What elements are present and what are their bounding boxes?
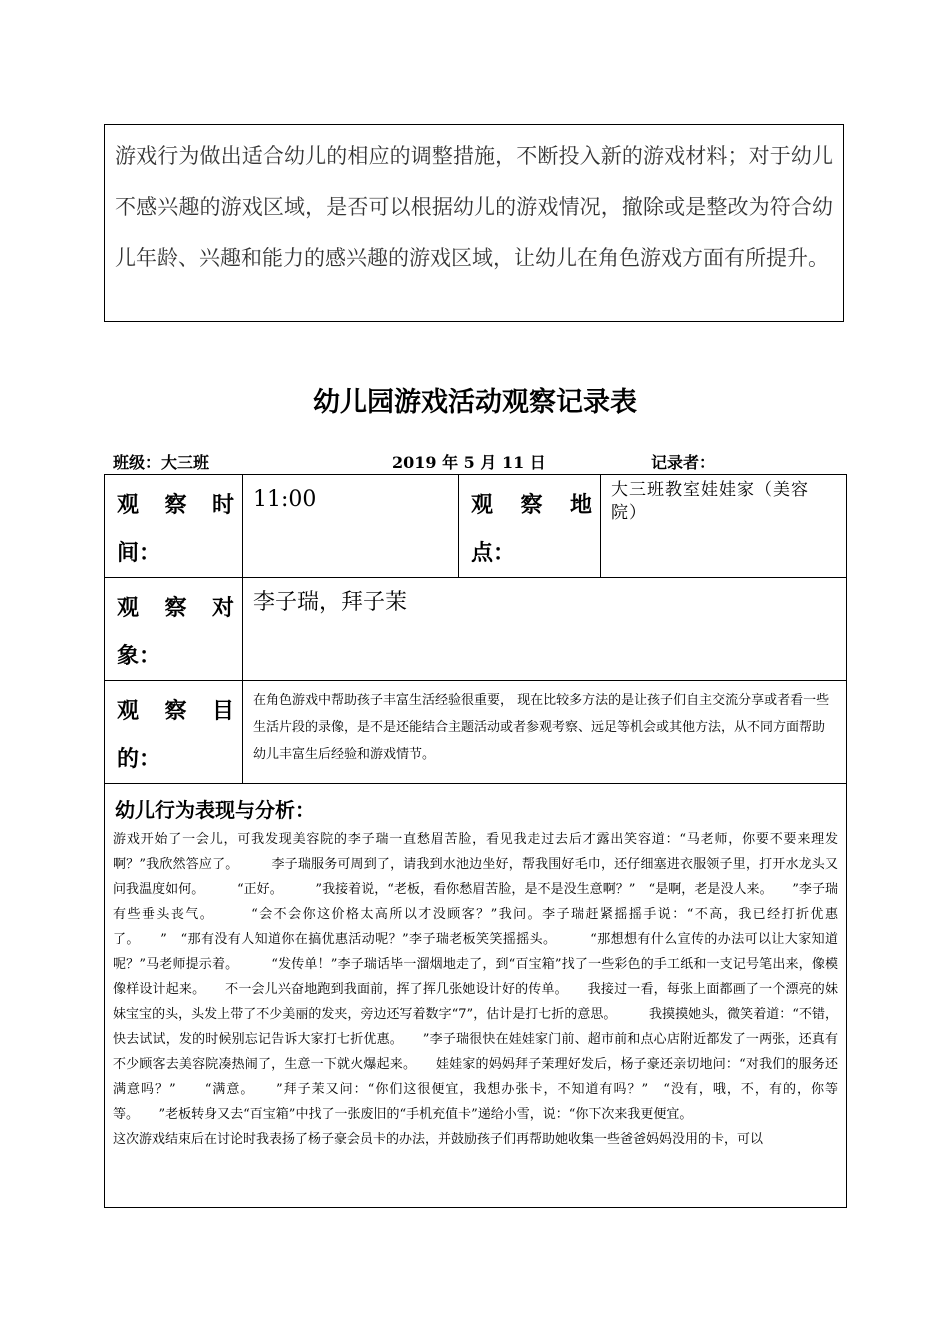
time-value: 11:00	[243, 475, 459, 578]
row-purpose	[105, 681, 847, 784]
analysis-heading: 幼儿行为表现与分析：	[115, 798, 315, 822]
continuation-text: 游戏行为做出适合幼儿的相应的调整措施，不断投入新的游戏材料；对于幼儿不感兴趣的游戏区域，是否可以根据幼儿的游戏情况，撤除或是整改为符合幼儿年龄、兴趣和能力的感兴趣的游戏区域，让幼儿在角色游戏方面有所提升。	[115, 144, 833, 270]
row-analysis	[105, 784, 847, 1208]
analysis-cell	[105, 784, 847, 1208]
recorder-label: 记录者：	[651, 453, 716, 472]
analysis-text-last: 这次游戏结束后在讨论时我表扬了杨子豪会员卡的办法，并鼓励孩子们再帮助她收集一些爸爸妈妈没用的卡，可以	[113, 1132, 764, 1147]
page-title: 幼儿园游戏活动观察记录表	[313, 387, 637, 418]
continuation-text-box	[104, 124, 844, 322]
purpose-label: 观 察 目 的：	[105, 681, 243, 784]
place-value: 大三班教室娃娃家（美容院）	[601, 475, 847, 578]
observation-table	[104, 474, 847, 1208]
place-label: 观 察 地 点：	[459, 475, 601, 578]
analysis-text: 游戏开始了一会儿，可我发现美容院的李子瑞一直愁眉苦脸，看见我走过去后才露出笑容道：“马老师，你要不要来理发啊？”我欣然答应了。 李子瑞服务可周到了，请我到水池边坐好，帮我围好毛巾，还仔细塞进衣服领子里，打开水龙头又问我温度如何。 “正好。 ”我接着说，“老板，看你愁眉苦脸，是不是没生意啊？” “是啊，老是没人来。 ”李子瑞有些垂头丧气。 “会不会你这价格太高所以才没顾客？”我问。李子瑞赶紧摇摇手说：“不高，我已经打折优惠了。 ” “那有没有人知道你在搞优惠活动呢？”李子瑞老板笑笑摇摇头。 “那想想有什么宣传的办法可以让大家知道呢？”马老师提示着。 “发传单！”李子瑞话毕一溜烟地走了，到“百宝箱”找了一些彩色的手工纸和一支记号笔出来，像模像样设计起来。 不一会儿兴奋地跑到我面前，挥了挥几张她设计好的传单。 我接过一看，每张上面都画了一个漂亮的妹妹宝宝的头，头发上带了不少美丽的发夹，旁边还写着数字“7”，估计是打七折的意思。 我摸摸她头，微笑着道：“不错，快去试试，发的时候别忘记告诉大家打七折优惠。 ”李子瑞很快在娃娃家门前、超市前和点心店附近都发了一两张，还真有不少顾客去美容院凑热闹了，生意一下就火爆起来。 娃娃家的妈妈拜子茉理好发后，杨子豪还亲切地问：“对我们的服务还满意吗？” “满意。 ”拜子茉又问：“你们这很便宜，我想办张卡，不知道有吗？” “没有，哦，不，有的，你等等。 ”老板转身又去“百宝箱”中找了一张废旧的“手机充值卡”递给小雪，说：“你下次来我更便宜。 这次游戏结束后在讨论时我表扬了杨子豪会员卡的办法，并鼓励孩子们再帮助她收集一些爸爸妈妈没用的卡，可以	[113, 832, 838, 1147]
subject-value: 李子瑞，拜子茉	[243, 578, 847, 681]
row-time-place	[105, 475, 847, 578]
subject-label: 观 察 对 象：	[105, 578, 243, 681]
time-label: 观 察 时 间：	[105, 475, 243, 578]
row-subject	[105, 578, 847, 681]
purpose-value: 在角色游戏中帮助孩子丰富生活经验很重要， 现在比较多方法的是让孩子们自主交流分享或者看一些生活片段的录像，是不是还能结合主题活动或者参观考察、远足等机会或其他方法，从不同方面帮助幼儿丰富生后经验和游戏情节。	[243, 681, 847, 784]
date-label: 2019 年 5 月 11 日	[392, 453, 546, 472]
class-label: 班级：大三班	[113, 453, 210, 472]
